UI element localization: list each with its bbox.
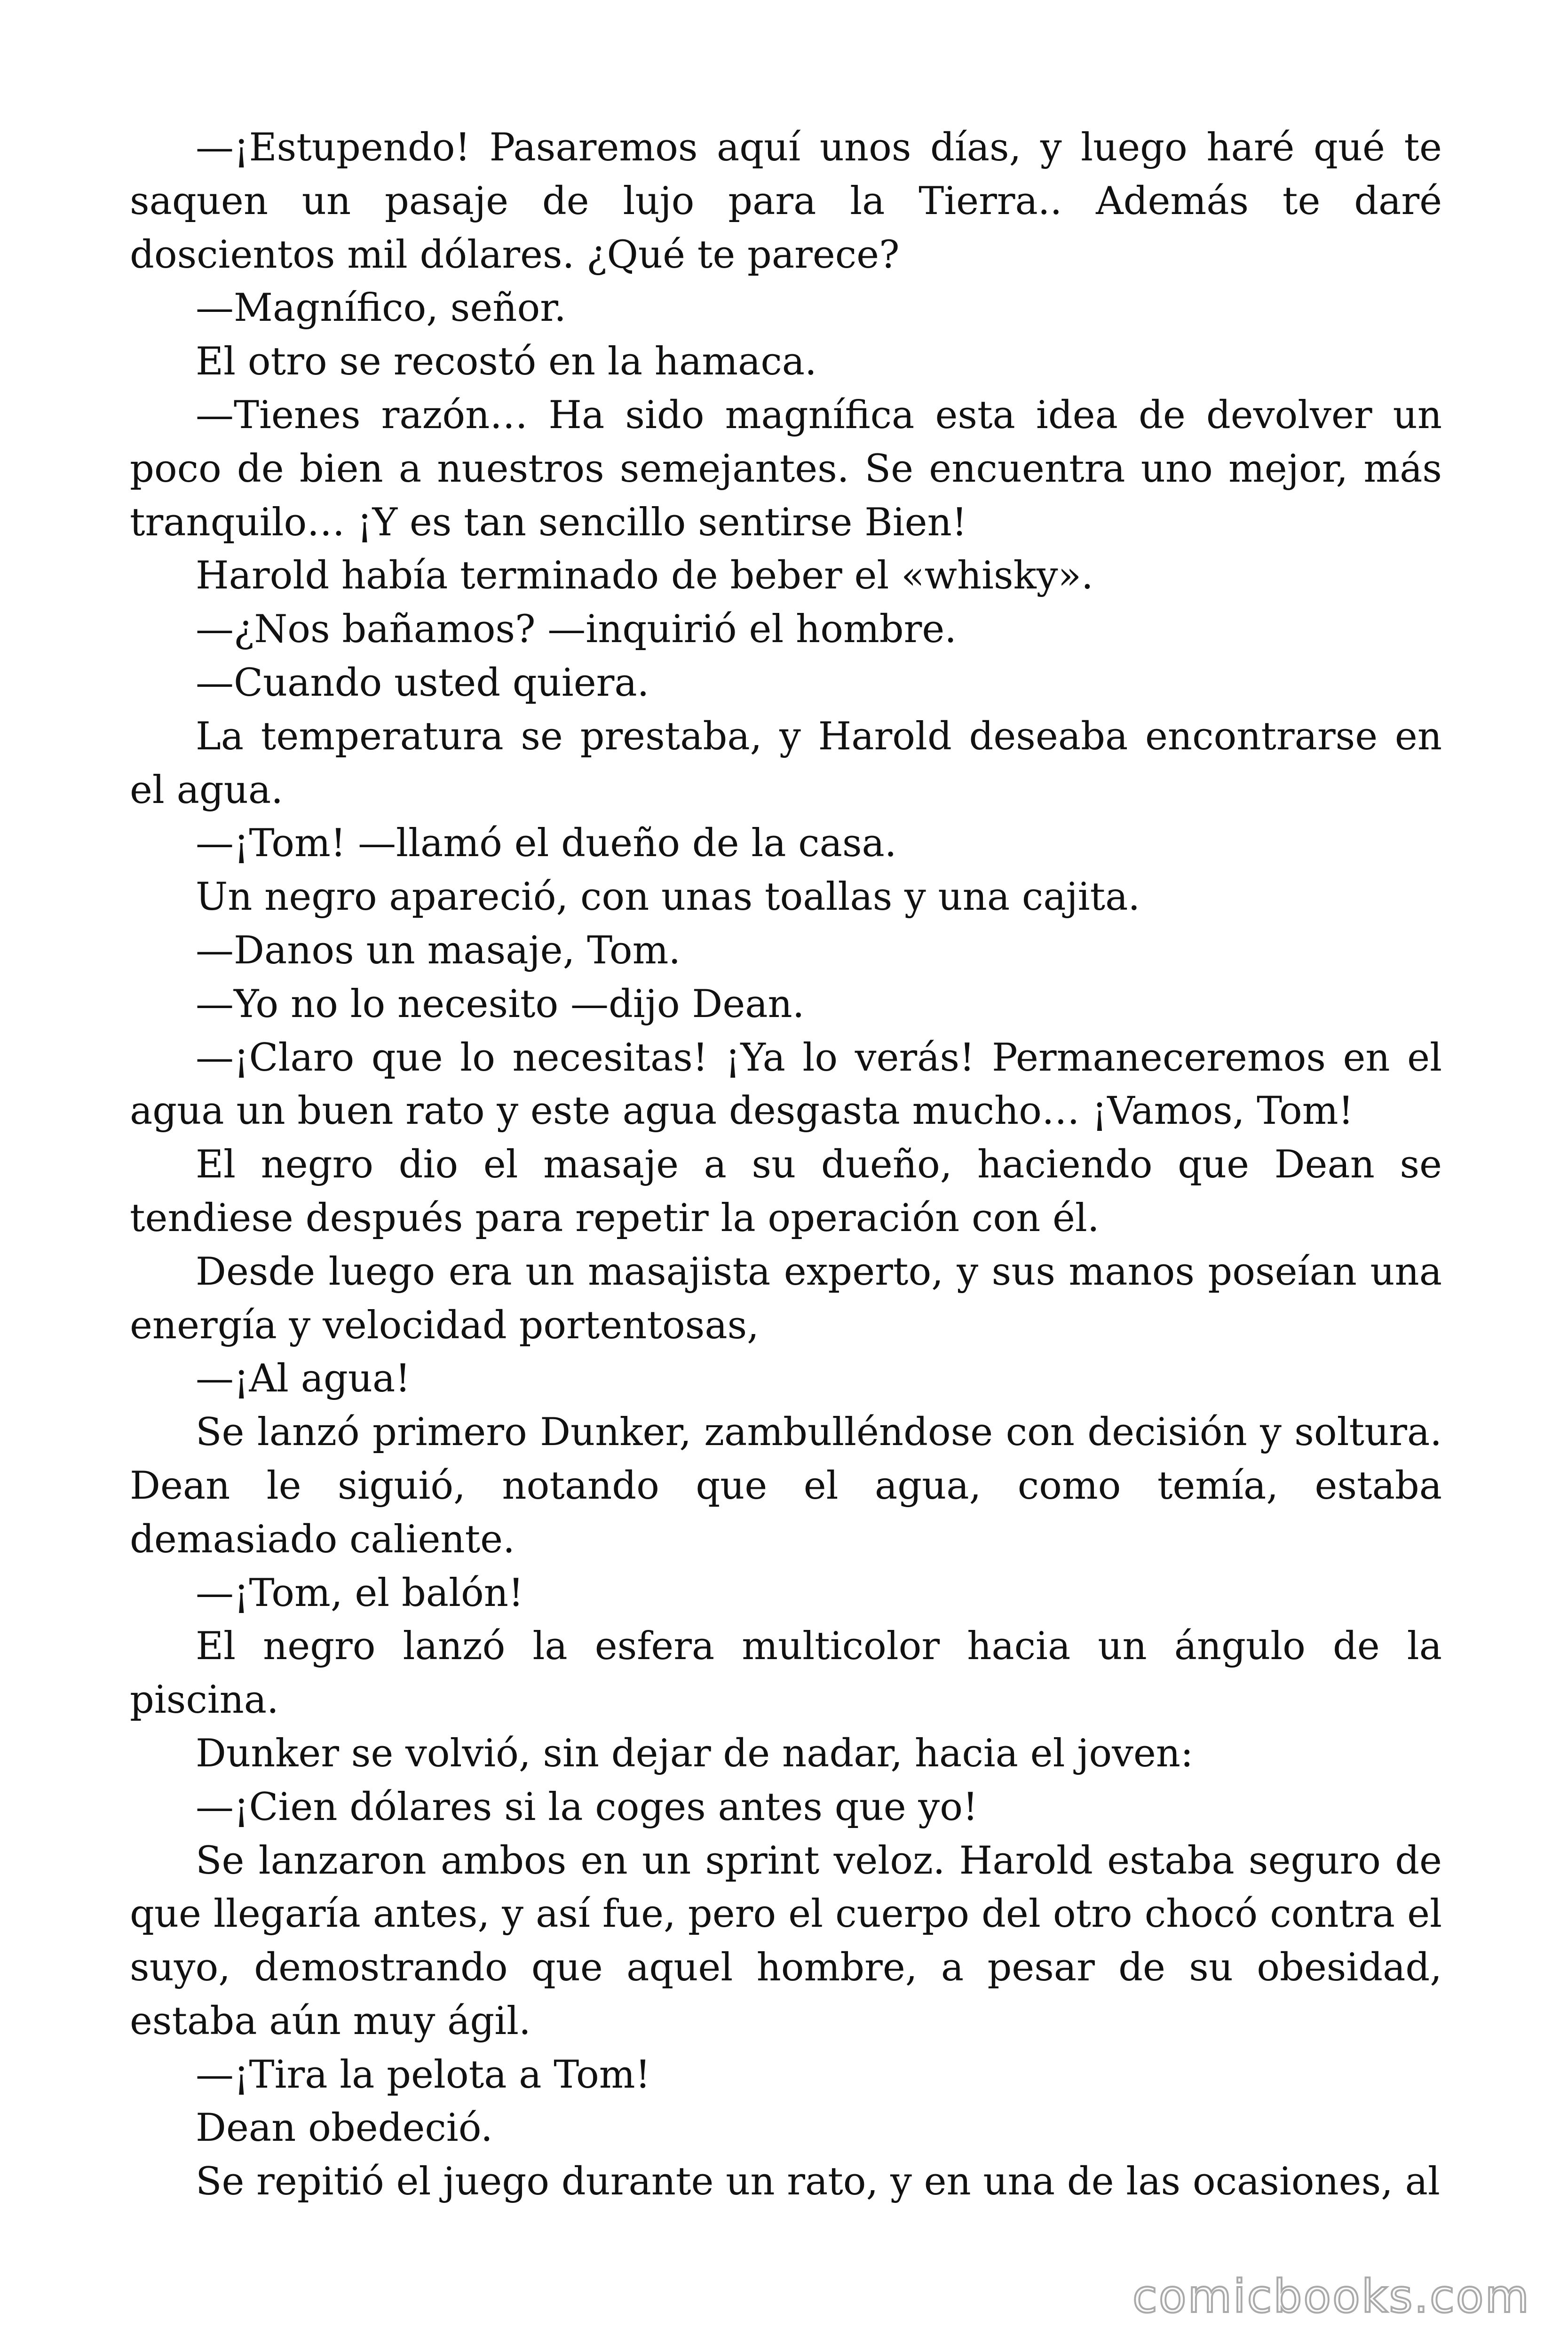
paragraph: —Tienes razón… Ha sido magnífica esta idea de devolver un poco de bien a nuestros semejantes. Se encuentra uno mejor, más tranquilo… ¡Y es tan sencillo sentirse Bien!: [130, 393, 1442, 545]
paragraph: Se lanzó primero Dunker, zambulléndose con decisión y soltura. Dean le siguió, notando que el agua, como temía, estaba demasiado caliente.: [130, 1410, 1442, 1562]
paragraph: —Magnífico, señor.: [196, 286, 566, 331]
paragraph: —¡Tira la pelota a Tom!: [196, 2052, 651, 2097]
paragraph: —¡Estupendo! Pasaremos aquí unos días, y luego haré qué te saquen un pasaje de lujo para la Tierra.. Además te daré doscientos mil dólares. ¿Qué te parece?: [130, 126, 1442, 277]
paragraph: —¡Tom! —llamó el dueño de la casa.: [196, 821, 897, 866]
paragraph: Desde luego era un masajista experto, y sus manos poseían una energía y velocidad portentosas,: [130, 1249, 1442, 1348]
paragraph: La temperatura se prestaba, y Harold deseaba encontrarse en el agua.: [130, 714, 1442, 812]
paragraph: El otro se recostó en la hamaca.: [196, 340, 817, 384]
watermark: comicbooks.com: [1132, 2270, 1530, 2323]
paragraph: El negro dio el masaje a su dueño, haciendo que Dean se tendiese después para repetir la operación con él.: [130, 1143, 1442, 1240]
paragraph: Dunker se volvió, sin dejar de nadar, hacia el joven:: [196, 1731, 1194, 1776]
paragraph: —¡Al agua!: [196, 1357, 411, 1401]
paragraph: —¿Nos bañamos? —inquirió el hombre.: [196, 607, 957, 652]
paragraph: Un negro apareció, con unas toallas y una cajita.: [196, 875, 1140, 920]
paragraph: —¡Cien dólares si la coges antes que yo!: [196, 1785, 978, 1829]
paragraph: —Cuando usted quiera.: [196, 660, 649, 705]
paragraph: Se repitió el juego durante un rato, y en una de las ocasiones, al: [196, 2160, 1440, 2204]
page-body: [130, 121, 1442, 2209]
paragraph: —¡Claro que lo necesitas! ¡Ya lo verás! Permaneceremos en el agua un buen rato y este agua desgasta mucho… ¡Vamos, Tom!: [130, 1035, 1442, 1134]
paragraph: Se lanzaron ambos en un sprint veloz. Harold estaba seguro de que llegaría antes, y así fue, pero el cuerpo del otro chocó contra el suyo, demostrando que aquel hombre, a pesar de su obesidad, estaba aún muy ágil.: [130, 1838, 1442, 2043]
paragraph: El negro lanzó la esfera multicolor hacia un ángulo de la piscina.: [130, 1624, 1442, 1723]
paragraph: Dean obedeció.: [196, 2106, 493, 2151]
paragraph: —Yo no lo necesito —dijo Dean.: [196, 982, 805, 1026]
paragraph: Harold había terminado de beber el «whisky».: [196, 554, 1093, 598]
paragraph: —¡Tom, el balón!: [196, 1571, 524, 1615]
paragraph: —Danos un masaje, Tom.: [196, 928, 681, 973]
